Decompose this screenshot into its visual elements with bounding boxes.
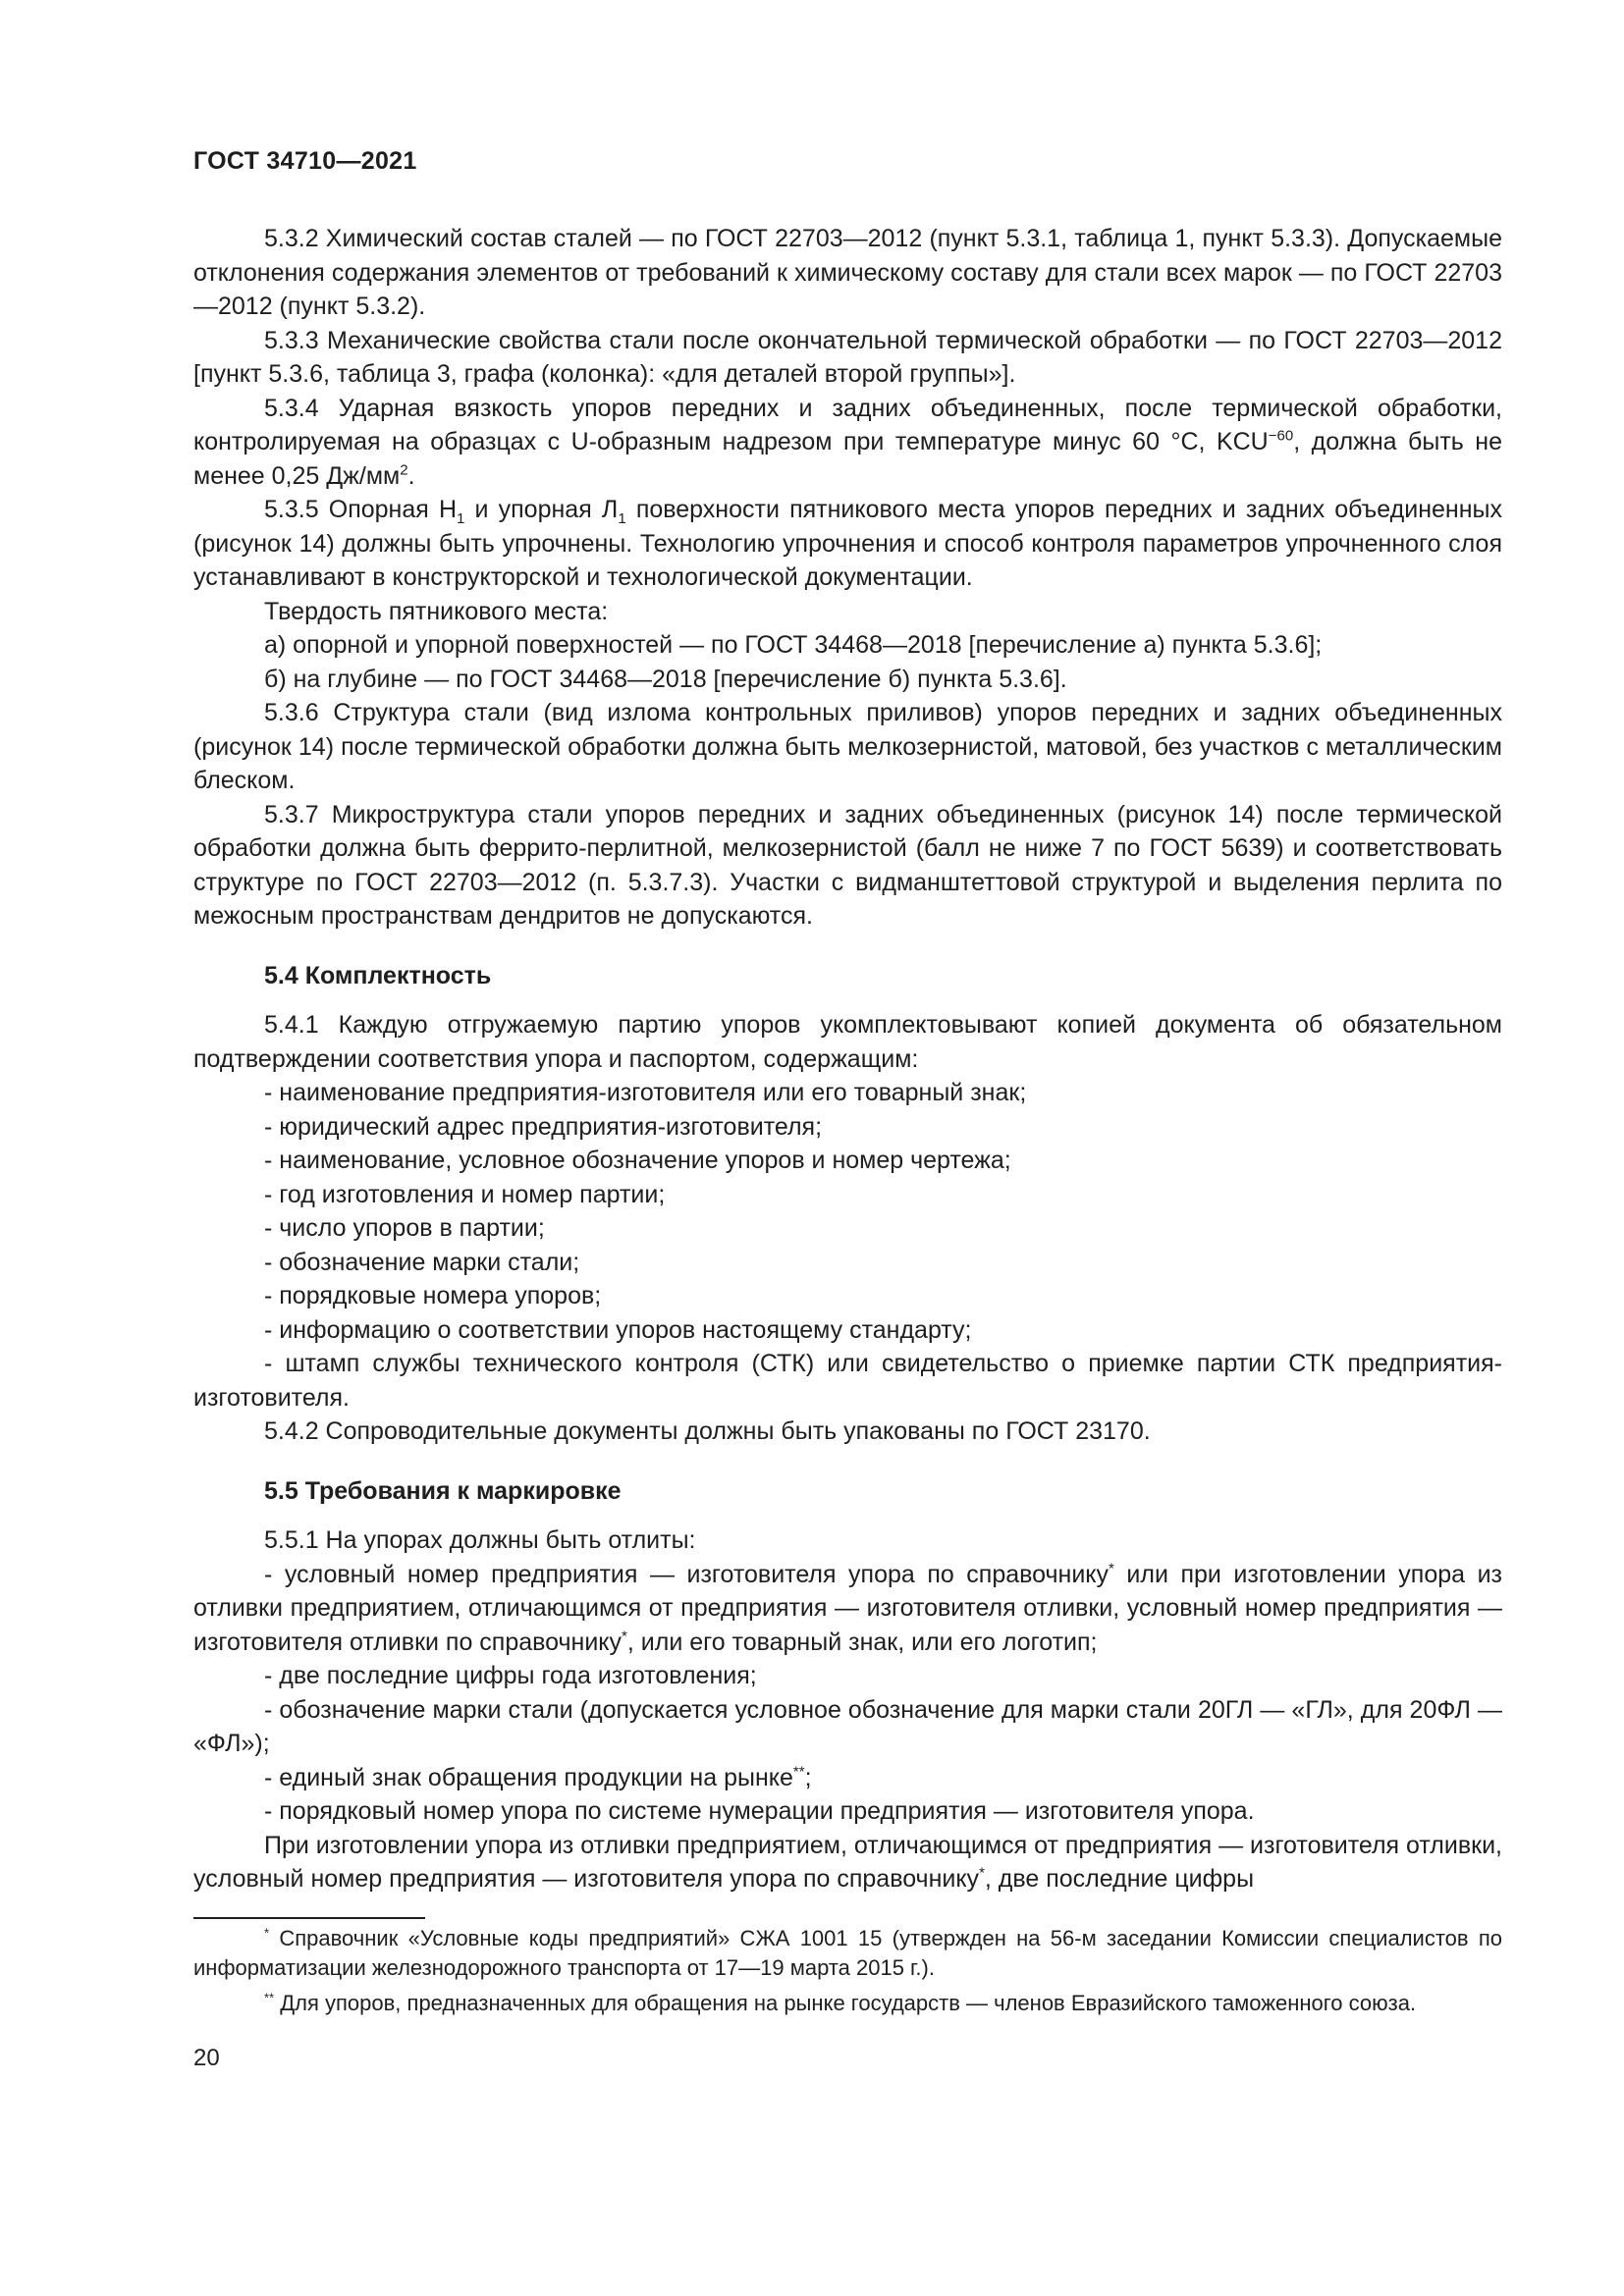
footnote-mark: **	[264, 1990, 275, 2005]
l1-subscript: 1	[618, 510, 626, 527]
list-item: - год изготовления и номер партии;	[264, 1180, 666, 1208]
clause-5-3-4-end: .	[407, 461, 415, 490]
list-item: - обозначение марки стали;	[264, 1248, 580, 1276]
section-heading-5-5: 5.5 Требования к маркировке	[264, 1476, 622, 1505]
hardness-intro: Твердость пятникового места:	[264, 597, 609, 625]
closing-text: При изготовлении упора из отливки предприятием, отличающимся от предприятия — изготовителя отливки, условный номер предприятия — изготовителя упора по справочнику	[193, 1831, 1502, 1893]
clause-5-3-5-text: 5.3.5 Опорная Н	[264, 496, 458, 523]
marking-item-steel-grade: - обозначение марки стали (допускается условное обозначение для марки стали 20ГЛ — «ГЛ», для 20ФЛ — «ФЛ»);	[193, 1695, 1502, 1757]
footnote-ref: *	[1109, 1560, 1114, 1577]
footnote-ref: *	[622, 1628, 627, 1645]
clause-5-3-5	[193, 493, 1502, 595]
clause-5-3-4	[193, 392, 1502, 494]
clause-5-3-5-text-3: поверхности пятникового места упоров передних и задних объединенных (рисунок 14) должны быть упрочнены. Технологию упрочнения и способ контроля параметров упрочненного слоя устанавливают в конструкторской и технологической документации.	[193, 496, 1502, 591]
footnote-mark: *	[264, 1925, 270, 1941]
footnotes	[193, 1924, 1502, 2024]
footnote-1	[193, 1924, 1502, 1983]
clause-5-4-2: 5.4.2 Сопроводительные документы должны быть упакованы по ГОСТ 23170.	[264, 1417, 1151, 1445]
list-item: - наименование предприятия-изготовителя или его товарный знак;	[264, 1079, 1027, 1106]
hardness-item-a: а) опорной и упорной поверхностей — по ГОСТ 34468—2018 [перечисление а) пункта 5.3.6];	[264, 631, 1323, 659]
marking-item-text: - единый знак обращения продукции на рынке	[264, 1763, 793, 1791]
footnote-text: Для упоров, предназначенных для обращения на рынке государств — членов Евразийского таможенного союза.	[274, 1991, 1417, 2015]
clause-5-3-4-text: 5.3.4 Ударная вязкость упоров передних и задних объединенных, после термической обработки, контролируемая на образцах с U-образным надрезом при температуре минус 60 °С, KCU	[193, 394, 1502, 455]
list-item: - штамп службы технического контроля (СТК) или свидетельство о приемке партии СТК предприятия-изготовителя.	[193, 1350, 1502, 1412]
clause-5-3-3: 5.3.3 Механические свойства стали после окончательной термической обработки — по ГОСТ 22703—2012 [пункт 5.3.6, таблица 3, графа (колонка): «для деталей второй группы»].	[193, 326, 1502, 388]
marking-item-text-2: или при изготовлении упора из отливки предприятием, отличающимся от предприятия — изготовителя отливки, условный номер предприятия — изготовителя отливки по справочнику	[193, 1560, 1502, 1656]
marking-item-serial-number: - порядковый номер упора по системе нумерации предприятия — изготовителя упора.	[264, 1797, 1255, 1825]
clause-5-5-1: 5.5.1 На упорах должны быть отлиты:	[264, 1526, 696, 1554]
section-heading-5-4: 5.4 Комплектность	[264, 961, 492, 989]
clause-5-3-5-text-2: и упорная Л	[464, 496, 619, 523]
list-item: - юридический адрес предприятия-изготовителя;	[264, 1112, 823, 1141]
mm-squared-superscript: 2	[400, 461, 408, 479]
footnote-divider	[193, 1917, 425, 1919]
clause-5-3-4-text-2: , должна быть не менее 0,25 Дж/мм	[193, 428, 1502, 490]
footnote-ref: **	[792, 1763, 805, 1781]
marking-item-enterprise-number	[193, 1558, 1502, 1660]
closing-text-2: , две последние цифры	[984, 1865, 1255, 1893]
clause-5-3-2: 5.3.2 Химический состав сталей — по ГОСТ 22703—2012 (пункт 5.3.1, таблица 1, пункт 5.3.3). Допускаемые отклонения содержания элементов от требований к химическому составу для стали всех марок — по ГОСТ 22703—2012 (пункт 5.3.2).	[193, 225, 1502, 320]
footnote-text: Справочник «Условные коды предприятий» СЖА 1001 15 (утвержден на 56-м заседании Комиссии специалистов по информатизации железнодорожного транспорта от 17—19 марта 2015 г.).	[193, 1926, 1502, 1980]
list-item: - наименование, условное обозначение упоров и номер чертежа;	[264, 1147, 1011, 1174]
marking-closing-paragraph	[193, 1829, 1502, 1896]
kcu-superscript: −60	[1268, 427, 1294, 445]
marking-item-end: ;	[804, 1763, 812, 1791]
hardness-item-b: б) на глубине — по ГОСТ 34468—2018 [перечисление б) пункта 5.3.6].	[264, 665, 1067, 693]
list-item: - информацию о соответствии упоров настоящему стандарту;	[264, 1315, 972, 1344]
document-body	[193, 222, 1502, 1896]
list-item: - число упоров в партии;	[264, 1214, 545, 1242]
footnote-2	[193, 1989, 1502, 2018]
page-number: 20	[193, 2045, 220, 2071]
marking-item-text-3: , или его товарный знак, или его логотип;	[626, 1628, 1098, 1656]
marking-item-year: - две последние цифры года изготовления;	[264, 1662, 757, 1689]
marking-item-text: - условный номер предприятия — изготовителя упора по справочнику	[264, 1560, 1110, 1588]
marking-item-market-sign	[193, 1761, 1502, 1795]
clause-5-3-7: 5.3.7 Микроструктура стали упоров передних и задних объединенных (рисунок 14) после термической обработки должна быть феррито-перлитной, мелкозернистой (балл не ниже 7 по ГОСТ 5639) и соответствовать структуре по ГОСТ 22703—2012 (п. 5.3.7.3). Участки с видманштеттовой структурой и выделения перлита по межосным пространствам дендритов не допускаются.	[193, 800, 1502, 930]
document-header: ГОСТ 34710—2021	[193, 147, 417, 175]
clause-5-3-6: 5.3.6 Структура стали (вид излома контрольных приливов) упоров передних и задних объединенных (рисунок 14) после термической обработки должна быть мелкозернистой, матовой, без участков с металлическим блеском.	[193, 699, 1502, 794]
footnote-ref: *	[979, 1864, 985, 1882]
clause-5-4-1: 5.4.1 Каждую отгружаемую партию упоров укомплектовывают копией документа об обязательном подтверждении соответствия упора и паспортом, содержащим:	[193, 1011, 1502, 1073]
list-item: - порядковые номера упоров;	[264, 1282, 602, 1309]
h1-subscript: 1	[457, 510, 465, 527]
